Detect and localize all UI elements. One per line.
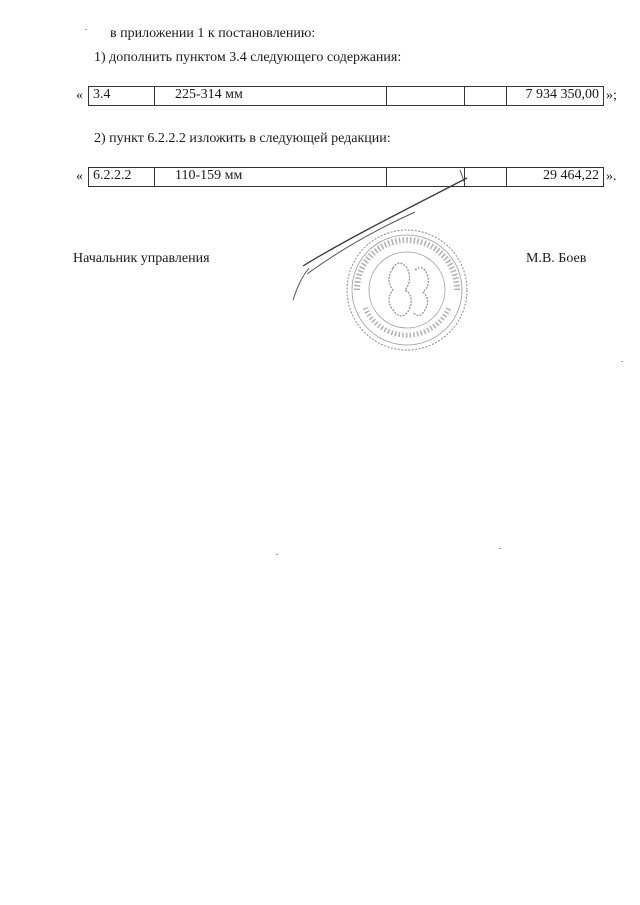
scan-speck: [85, 29, 87, 30]
row1-close-quote: »;: [606, 88, 617, 103]
row1-blank-cell-2: [465, 87, 507, 105]
table-row-3-4: [88, 86, 604, 106]
row2-amount-cell: 29 464,22: [543, 168, 599, 183]
handwritten-signature-icon: [285, 170, 475, 310]
row1-range-cell: 225-314 мм: [155, 87, 387, 105]
scan-speck: [499, 548, 501, 549]
item1-heading: 1) дополнить пунктом 3.4 следующего содержания:: [94, 50, 402, 65]
signatory-position: Начальник управления: [73, 251, 210, 266]
row2-close-quote: ».: [606, 169, 617, 184]
row2-open-quote: «: [76, 169, 83, 184]
row2-range-cell: 110-159 мм: [155, 168, 387, 186]
signatory-name: М.В. Боев: [526, 251, 587, 266]
item2-heading: 2) пункт 6.2.2.2 изложить в следующей редакции:: [94, 131, 391, 146]
row1-amount-cell: 7 934 350,00: [525, 87, 599, 102]
row1-open-quote: «: [76, 88, 83, 103]
row1-code-cell: 3.4: [89, 87, 155, 105]
row1-blank-cell-1: [387, 87, 465, 105]
scan-speck: [276, 554, 278, 555]
scan-speck: [621, 361, 623, 362]
intro-line: в приложении 1 к постановлению:: [110, 26, 316, 41]
row2-code-cell: 6.2.2.2: [89, 168, 155, 186]
